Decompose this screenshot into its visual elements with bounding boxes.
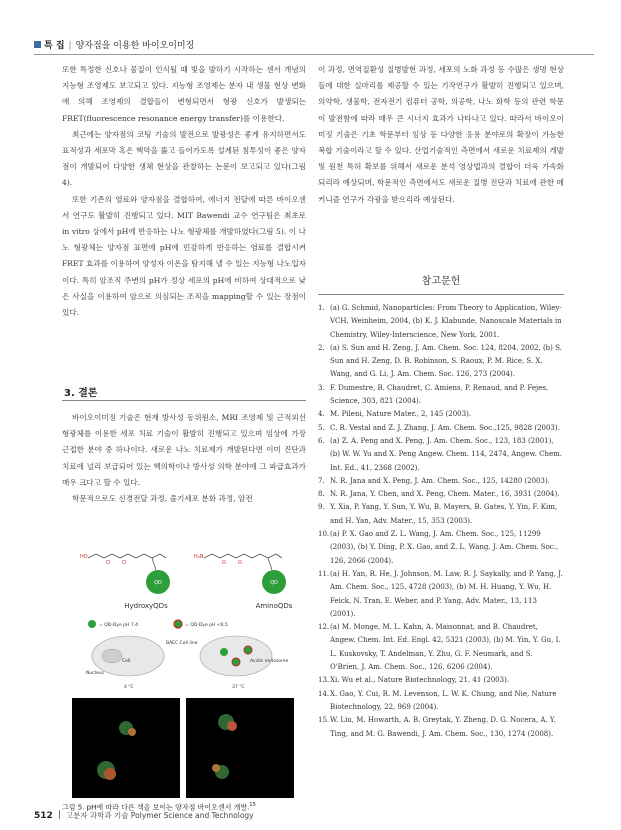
amino-qd-label: AminoQDs	[255, 602, 293, 610]
reference-number: 3.	[318, 383, 325, 392]
reference-number: 6.	[318, 436, 325, 445]
reference-item	[318, 475, 564, 488]
reference-number: 1.	[318, 304, 325, 312]
reference-number: 12.	[318, 623, 330, 632]
reference-number: 8.	[318, 490, 325, 499]
reference-item	[318, 528, 564, 568]
section-marker-icon	[34, 41, 41, 48]
micrograph-37c	[186, 698, 294, 798]
references-list	[318, 302, 564, 741]
section-label: 특 집	[44, 41, 65, 51]
paragraph: 바이오이미징 기술은 현재 방사성 동위원소, MRI 조영제 및 근적외선 형광체를 이용한 세포 치료 기술이 활발히 진행되고 있으며 임상에 가장 근접한 분야 중 하나이다. 새로운 나노 치료제가 개발된다면 이미 진단과 치료에 널리 보급되어 있는 핵의학이나 방사성 의학 분야에 그 파급효과가 매우 크다고 할 수 있다.	[62, 413, 306, 487]
svg-text:O: O	[106, 560, 110, 566]
paragraph: 학문적으로도 신경전달 과정, 줄기세포 분화 과정, 암전	[72, 494, 253, 504]
section-title: 3. 결론	[64, 388, 98, 399]
journal-name: 고분자 과학과 기술 Polymer Science and Technology	[65, 811, 254, 820]
reference-number: 7.	[318, 476, 325, 485]
svg-text:H₂N: H₂N	[194, 554, 204, 560]
reference-text: W. Liu, M. Howarth, A. B. Greytak, Y. Zheng, D. G. Nocera, A. Y. Ting, and M. G. Bawendi, J. Am. Chem. Soc., 130, 1274 (2008).	[330, 716, 556, 738]
reference-item	[318, 382, 564, 409]
reference-text: N. R. Jana, Y. Chen, and X. Peng, Chem. Mater., 16, 3931 (2004).	[330, 490, 560, 499]
paragraph: 또한 기존의 염료와 양자점을 결합하여, 에너지 전달에 따른 바이오센서 연구도 활발히 진행되고 있다. MIT Bawendi 교수 연구팀은 최초로 in vitro 상에서 pH에 반응하는 나노 형광체를 개발하였다(그림 5). 이 나노 형광체는 양자점 표면에 pH에 민감하게 반응하는 염료를 결합시켜 FRET 효과를 이용하여 양성자 이온을 탐지해 낼 수 있는 지능형 나노입자이다. 특히 암조직 주변의 pH가 정상 세포의 pH에 비하여 상대적으로 낮은 사실을 이용하여 암으로 의심되는 조직을 mapping할 수 있는 장점이 있다.	[62, 194, 306, 318]
qd-label: QD	[270, 580, 278, 586]
reference-number: 15.	[318, 716, 330, 725]
reference-text: F. Dumestre, B. Chaudret, C. Amiens, P. Renaud, and P. Fejes, Science, 303, 821 (2004).	[330, 383, 549, 406]
reference-item	[318, 435, 564, 475]
ph-high-legend: = QD-Dye pH <6.5	[185, 623, 228, 628]
temp-high-label: 37 °C	[232, 685, 245, 690]
references-rule	[318, 294, 564, 295]
reference-text: N. R. Jana and X. Peng, J. Am. Chem. Soc., 125, 14280 (2003).	[330, 476, 550, 485]
reference-item	[318, 302, 564, 342]
reference-number: 10.	[318, 530, 330, 539]
reference-item	[318, 488, 564, 501]
header-rule	[34, 54, 594, 55]
page-number: 512	[34, 811, 53, 821]
paragraph: 최근에는 양자점의 코팅 기술의 발전으로 발광성은 좋게 유지하면서도 표적성과 세포막 혹은 핵막을 뚫고 들어가도록 설계된 침투성이 좋은 양자점이 개발되어 다양한 생체 현상을 관찰하는 논문이 보고되고 있다(그림 4).	[62, 129, 306, 188]
reference-text: C. R. Vestal and Z. J. Zhang, J. Am. Chem. Soc.,125, 9828 (2003).	[330, 423, 560, 432]
reference-text: Y. Xia, P. Yang, Y. Sun, Y. Wu, B. Mayers, B. Gates, Y. Yin, F. Kim, and H. Yan, Adv. Mater., 15, 353 (2003).	[330, 503, 558, 525]
figure-5	[66, 532, 306, 802]
reference-number: 5.	[318, 423, 325, 432]
svg-text:O: O	[238, 560, 242, 566]
reference-number: 11.	[318, 569, 330, 578]
reference-text: (a) G. Schmid, Nanoparticles: From Theory to Application, Wiley-VCH, Weinheim, 2004, (b) K. J. Klabunde, Nanoscale Materials in Chemistry, Wiley-Interscience, New York, 2001.	[330, 304, 562, 339]
reference-text: Xi. Wu et al., Nature Biotechnology, 21, 41 (2003).	[330, 676, 510, 685]
reference-item	[318, 674, 564, 687]
cell-label: Cell	[122, 659, 131, 664]
reference-number: 13.	[318, 676, 330, 685]
reference-number: 14.	[318, 689, 330, 698]
reference-item	[318, 568, 564, 621]
caption-text: 그림 5. pH에 따라 다른 색을 보이는 양자점 바이오센서 개발.	[62, 803, 250, 812]
reference-text: (a) S. Sun and H. Zeng, J. Am. Chem. Soc. 124, 8204. 2002, (b) S. Sun and H. Zeng, D. B. Robinson, S. Raoux, P. M. Rice, S. X. Wang, and G. Li, J. Am. Chem. Soc. 126, 273 (2004).	[330, 343, 562, 379]
references-title: 참고문헌	[421, 276, 461, 287]
reference-text: M. Pileni, Nature Mater., 2, 145 (2003).	[330, 410, 472, 419]
left-column	[62, 62, 306, 321]
reference-number: 9.	[318, 503, 325, 512]
paragraph: 이 과정, 면역질환성 질병발현 과정, 세포의 노화 과정 등 수많은 생명 현상들에 대한 실마리를 제공할 수 있는 기작연구가 활발히 진행되고 있으며, 의약학, 생물학, 전자전기 컴퓨터 공학, 의공학, 나노 화학 등의 관련 학문이 발전함에 따라 매우 큰 시너지 효과가 나타나고 있다. 따라서 바이오이미징 기술은 기초 학문부터 임상 등 다양한 응용 분야로의 확장이 가능한 복합 기술이라고 할 수 있다. 산업기술적인 측면에서 새로운 치료제의 개발 및 원천 특허 확보를 위해서 새로운 분석 영상법과의 결합이 더욱 가속화 되리라 예상되며, 학문적인 측면에서도 새로운 질병 진단과 치료에 관한 메커니즘 연구가 각광을 받으리라 예상된다.	[318, 65, 564, 204]
reference-text: (a) H. Yan, R. He, J. Johnson, M. Law, R. J. Saykally, and P. Yang, J. Am. Chem. Soc., 125, 4728 (2003), (b) M. H. Huang, Y. Wu, H. Feick, N. Tran, E. Weber, and P. Yang, Adv. Mater., 13, 113 (2001).	[330, 569, 563, 618]
conclusion-text	[62, 410, 306, 507]
reference-text: (a) M. Monge, M. L. Kahn, A. Maisonnat, and B. Chaudret, Angew. Chem. Int. Ed. Engl. 42, 5321 (2003), (b) M. Yin, Y. Gu, I. L. Kuskovsky, T. Andelman, Y. Zhu, G. F. Neumark, and S. O'Brien, J. Am. Chem. Soc., 126, 6206 (2004).	[330, 623, 561, 672]
temp-low-label: 4 °C	[124, 685, 134, 690]
reference-text: X. Gao, Y. Cui, R. M. Levenson, L. W. K. Chung, and Nie, Nature Biotechnology, 22, 969 (2004).	[330, 689, 557, 711]
reference-item	[318, 621, 564, 674]
nucleus-label: Nucleus	[86, 671, 104, 676]
right-column	[318, 62, 564, 208]
reference-text: (a) P. X. Gao and Z. L. Wang, J. Am. Chem. Soc., 125, 11299 (2003), (b) Y. Ding, P. X. Gao, and Z. L. Wang, J. Am. Chem. Soc., 126, 2066 (2004).	[330, 530, 559, 565]
running-header: 특 집 | 양자점을 이용한 바이오이미징	[34, 38, 194, 51]
micrograph-4c	[72, 698, 180, 798]
reference-text: (a) Z. A. Peng and X. Peng, J. Am. Chem. Soc., 123, 183 (2001), (b) W. W. Yu and X. Peng Angew. Chem. 114, 2474, Angew. Chem. Int. Ed., 41, 2368 (2002).	[330, 436, 562, 472]
paragraph: 또한 특정한 신호나 물질이 인식될 때 빛을 발하기 시작하는 센서 개념의 지능형 조영제도 보고되고 있다. 지능형 조영제는 분자 내 생물 현상 변화에 의해 조영제의 결합들이 변형되면서 형광 신호가 발생되는 FRET(fluorescence resonance energy transfer)를 이용한다.	[62, 65, 306, 123]
acidic-endosome-label: Acidic endosome	[250, 659, 289, 664]
reference-item	[318, 422, 564, 435]
page-footer	[34, 810, 254, 821]
caption-ref: 15	[249, 802, 256, 808]
reference-item	[318, 408, 564, 421]
cell-line-label: BAEC Cell line	[166, 641, 198, 646]
reference-item	[318, 714, 564, 741]
reference-number: 4.	[318, 410, 325, 419]
reference-item	[318, 342, 564, 382]
svg-text:HO: HO	[80, 554, 88, 560]
header-topic: 양자점을 이용한 바이오이미징	[75, 41, 195, 51]
svg-text:O: O	[222, 560, 226, 566]
section-rule	[62, 400, 306, 401]
ph-low-legend: = QD-Dye pH 7.4	[99, 623, 138, 628]
reference-item	[318, 688, 564, 715]
svg-text:O: O	[122, 560, 126, 566]
hydroxy-qd-label: HydroxyQDs	[124, 602, 168, 610]
reference-number: 2.	[318, 343, 325, 352]
reference-item	[318, 501, 564, 528]
figure-illustration	[66, 532, 306, 802]
qd-label: QD	[154, 580, 162, 586]
